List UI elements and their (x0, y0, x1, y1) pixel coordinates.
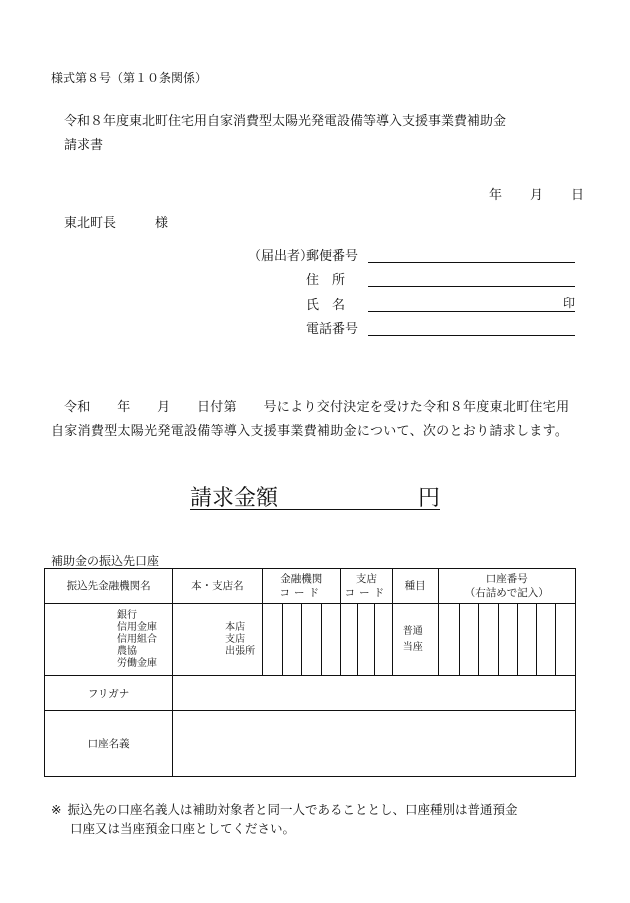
header-account-number-line1: 口座番号 (485, 573, 528, 585)
addressee: 東北町長 様 (64, 216, 169, 231)
header-bank-code (262, 569, 340, 604)
note (51, 800, 518, 838)
date-year: 年 (489, 188, 503, 203)
address-label: 住 所 (306, 273, 346, 288)
yen-unit: 円 (417, 486, 440, 511)
account-type-ordinary: 普通 (402, 625, 423, 637)
note-line-2: 口座又は当座預金口座としてください。 (70, 821, 296, 836)
furigana-field[interactable] (173, 676, 576, 711)
request-body-text: 令和 年 月 日付第 号により交付決定を受けた令和８年度東北町住宅用自家消費型太陽光発電設備等導入支援事業費補助金について、次のとおり請求します。 (51, 400, 570, 439)
date-month: 月 (530, 188, 544, 203)
applicant-label: （届出者） (248, 249, 314, 264)
institution-type-rokin: 労働金庫 (117, 657, 157, 669)
name-field[interactable] (368, 295, 575, 312)
account-number-digit[interactable] (498, 604, 517, 676)
account-holder-row (45, 711, 576, 777)
bank-name-cell[interactable] (45, 604, 173, 676)
date-field (489, 184, 584, 203)
account-type-current: 当座 (402, 641, 423, 653)
account-number-digit[interactable] (517, 604, 536, 676)
header-account-type: 種目 (392, 569, 438, 604)
note-mark: ※ (51, 802, 62, 817)
institution-type-shinkumi: 信用組合 (117, 633, 157, 645)
bank-code-digit[interactable] (321, 604, 340, 676)
bank-code-digit[interactable] (282, 604, 301, 676)
account-types (403, 624, 438, 656)
header-bank-name: 振込先金融機関名 (45, 569, 173, 604)
header-account-number-line2: （右詰めで記入） (464, 587, 549, 599)
account-number-digit[interactable] (459, 604, 478, 676)
title-line-2: 請求書 (64, 138, 104, 153)
header-branch-code-line1: 支店 (355, 573, 377, 585)
form-number: 様式第８号（第１０条関係） (51, 71, 208, 85)
note-line-1-text: 振込先の口座名義人は補助対象者と同一人であることとし、口座種別は普通預金 (67, 802, 518, 817)
name-label: 氏 名 (306, 298, 346, 313)
institution-types (117, 610, 172, 670)
header-bank-code-line2: コード (279, 587, 324, 599)
branch-code-digit[interactable] (340, 604, 357, 676)
bank-code-digit[interactable] (302, 604, 321, 676)
institution-type-shinkin: 信用金庫 (117, 621, 157, 633)
furigana-row (45, 676, 576, 711)
table-header-row (45, 569, 576, 604)
header-branch-name: 本・支店名 (173, 569, 263, 604)
postal-code-field[interactable] (368, 246, 575, 263)
header-bank-code-line1: 金融機関 (280, 573, 323, 585)
table-input-row (45, 604, 576, 676)
header-account-number (438, 569, 575, 604)
institution-type-bank: 銀行 (117, 609, 137, 621)
bank-account-table (44, 568, 576, 777)
account-type-cell[interactable] (392, 604, 438, 676)
phone-label: 電話番号 (306, 322, 359, 337)
header-branch-code (340, 569, 392, 604)
furigana-label: フリガナ (45, 676, 173, 711)
postal-code-label: 郵便番号 (306, 249, 359, 264)
account-number-digit[interactable] (556, 604, 576, 676)
bank-code-digit[interactable] (262, 604, 282, 676)
amount-label: 請求金額 (190, 486, 279, 511)
branch-types (225, 622, 262, 658)
phone-field[interactable] (368, 319, 575, 336)
institution-type-nokyo: 農協 (117, 645, 137, 657)
header-branch-code-line2: コード (344, 587, 389, 599)
document-title (64, 110, 506, 158)
branch-type-head: 本店 (225, 621, 246, 633)
account-number-digit[interactable] (438, 604, 459, 676)
note-line-1 (51, 800, 518, 819)
branch-name-cell[interactable] (173, 604, 263, 676)
account-holder-field[interactable] (173, 711, 576, 777)
branch-code-digit[interactable] (358, 604, 375, 676)
address-field[interactable] (368, 270, 575, 287)
account-number-digit[interactable] (537, 604, 556, 676)
date-day: 日 (571, 188, 585, 203)
branch-type-branch: 支店 (225, 633, 246, 645)
branch-type-office: 出張所 (225, 645, 256, 657)
account-holder-label: 口座名義 (45, 711, 173, 777)
requested-amount-field[interactable] (190, 481, 440, 510)
branch-code-digit[interactable] (375, 604, 392, 676)
title-line-1: 令和８年度東北町住宅用自家消費型太陽光発電設備等導入支援事業費補助金 (64, 114, 507, 129)
account-number-digit[interactable] (479, 604, 498, 676)
account-section-title: 補助金の振込先口座 (51, 554, 160, 568)
seal-mark: 印 (562, 296, 575, 310)
